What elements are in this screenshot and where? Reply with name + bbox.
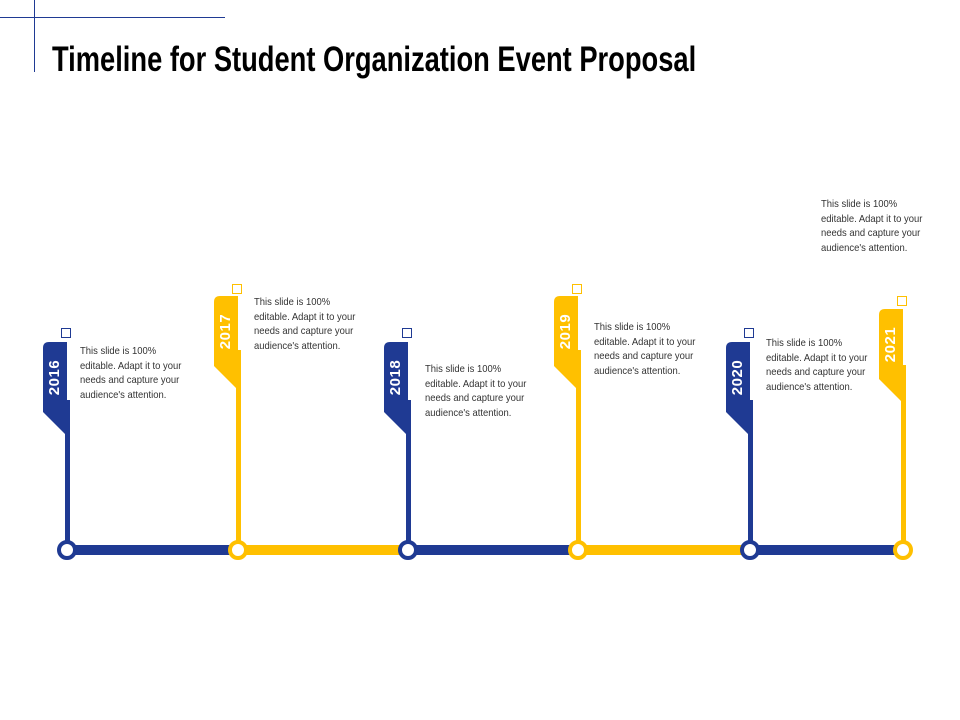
timeline-node — [228, 540, 248, 560]
timeline-segment — [578, 545, 750, 555]
year-label: 2016 — [46, 359, 64, 395]
timeline-node — [893, 540, 913, 560]
timeline-segment — [67, 545, 238, 555]
marker-square-icon — [402, 328, 412, 338]
page-title: Timeline for Student Organization Event Proposal — [52, 40, 697, 79]
timeline-node — [568, 540, 588, 560]
timeline-node — [740, 540, 760, 560]
year-flag — [726, 342, 750, 436]
milestone-description: This slide is 100% editable. Adapt it to your needs and capture your audience's attention. — [821, 198, 923, 254]
milestone-description: This slide is 100% editable. Adapt it to your needs and capture your audience's attention. — [425, 363, 527, 419]
milestone-description: This slide is 100% editable. Adapt it to your needs and capture your audience's attention. — [80, 345, 182, 401]
year-flag — [384, 342, 408, 436]
year-label: 2021 — [882, 326, 900, 362]
marker-square-icon — [61, 328, 71, 338]
marker-square-icon — [232, 284, 242, 294]
timeline-node — [57, 540, 77, 560]
year-flag — [554, 296, 578, 390]
timeline-segment — [238, 545, 408, 555]
corner-line-vertical — [34, 0, 35, 72]
year-label: 2018 — [387, 359, 405, 395]
marker-square-icon — [744, 328, 754, 338]
timeline-node — [398, 540, 418, 560]
year-label: 2017 — [217, 313, 235, 349]
timeline-segment — [750, 545, 903, 555]
year-flag — [879, 309, 903, 403]
milestone-description: This slide is 100% editable. Adapt it to your needs and capture your audience's attention. — [766, 337, 868, 393]
year-flag — [214, 296, 238, 390]
year-label: 2019 — [557, 313, 575, 349]
year-flag — [43, 342, 67, 436]
milestone-description: This slide is 100% editable. Adapt it to your needs and capture your audience's attention. — [254, 296, 356, 352]
marker-square-icon — [572, 284, 582, 294]
marker-square-icon — [897, 296, 907, 306]
milestone-description: This slide is 100% editable. Adapt it to your needs and capture your audience's attention. — [594, 321, 696, 377]
timeline-segment — [408, 545, 578, 555]
year-label: 2020 — [729, 359, 747, 395]
